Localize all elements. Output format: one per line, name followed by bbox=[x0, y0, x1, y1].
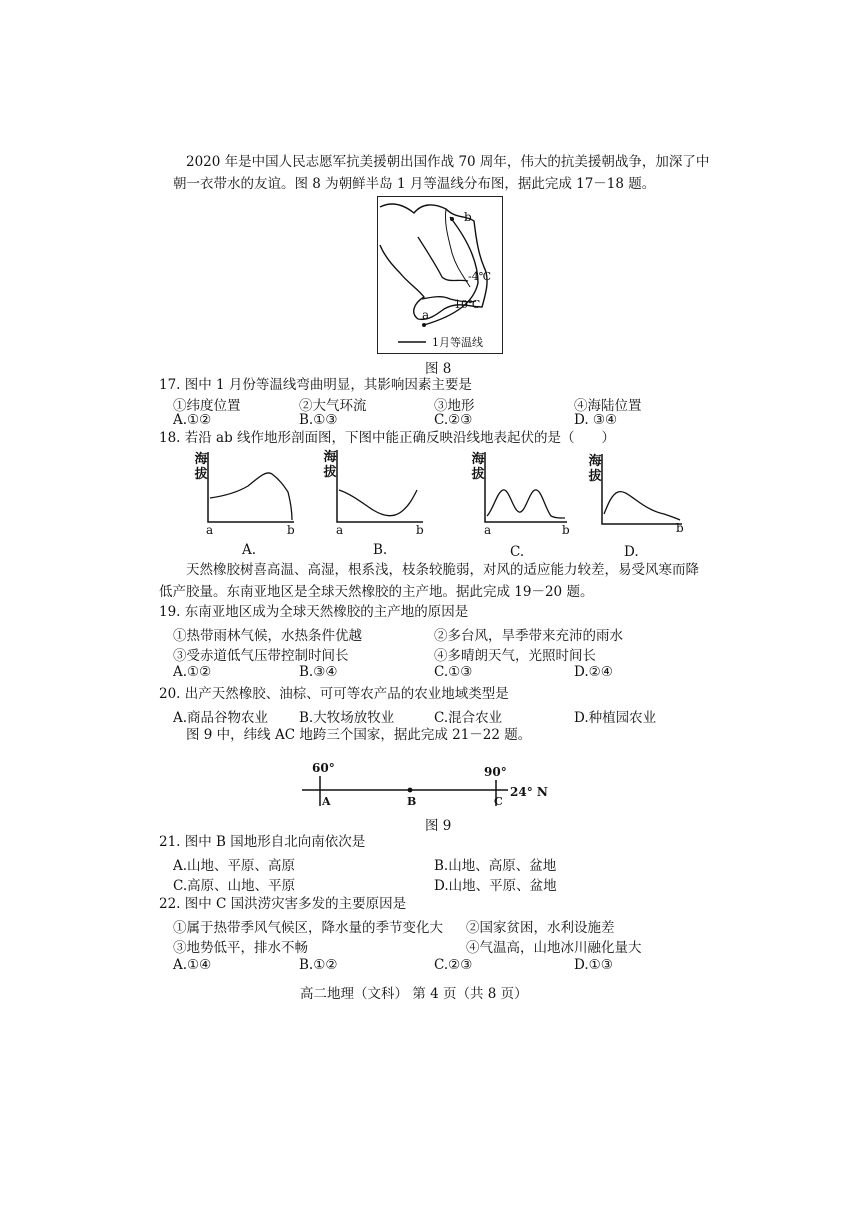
q17-stem: 17. 图中 1 月份等温线弯曲明显，其影响因素主要是 bbox=[159, 377, 472, 393]
q20-option-b[interactable]: B.大牧场放牧业 bbox=[299, 710, 395, 726]
rubber-line-2: 低产胶量。东南亚地区是全球天然橡胶的主产地。据此完成 19－20 题。 bbox=[159, 584, 594, 600]
label-iso-10: 10℃ bbox=[454, 298, 481, 311]
fig9-lon-90: 90° bbox=[484, 765, 507, 779]
intro-line-1: 2020 年是中国人民志愿军抗美援朝出国作战 70 周年，伟大的抗美援朝战争，加深了中 bbox=[186, 154, 710, 170]
q18-stem: 18. 若沿 ab 线作地形剖面图，下图中能正确反映沿线地表起伏的是（ ） bbox=[159, 430, 616, 446]
q19-item-4: ④多晴朗天气，光照时间长 bbox=[434, 648, 596, 664]
fig9-label-a: A bbox=[322, 795, 331, 808]
q21-option-b[interactable]: B.山地、高原、盆地 bbox=[434, 858, 557, 874]
q17-option-b[interactable]: B.①③ bbox=[299, 412, 338, 428]
point-b bbox=[450, 217, 454, 221]
fig9-latitude-diagram bbox=[300, 772, 510, 812]
q21-stem: 21. 图中 B 国地形自北向南依次是 bbox=[159, 834, 366, 850]
label-iso-minus4: -4℃ bbox=[468, 270, 492, 283]
profile-d-label-b: b bbox=[676, 521, 684, 535]
q18-option-a[interactable]: A. bbox=[242, 542, 257, 558]
q19-option-c[interactable]: C.①③ bbox=[434, 664, 473, 680]
figure-8-map bbox=[377, 196, 503, 354]
q17-option-c[interactable]: C.②③ bbox=[434, 412, 473, 428]
q17-option-a[interactable]: A.①② bbox=[173, 412, 212, 428]
profile-d-ylabel: 海拔 bbox=[588, 454, 602, 484]
fig9-lon-60: 60° bbox=[312, 761, 335, 775]
point-b-marker bbox=[408, 788, 413, 793]
intro-line-2: 朝一衣带水的友谊。图 8 为朝鲜半岛 1 月等温线分布图，据此完成 17－18 题。 bbox=[173, 176, 656, 192]
q19-item-3: ③受赤道低气压带控制时间长 bbox=[173, 648, 349, 664]
q19-option-a[interactable]: A.①② bbox=[173, 664, 212, 680]
q22-option-c[interactable]: C.②③ bbox=[434, 957, 473, 973]
profile-a-label-b: b bbox=[287, 523, 295, 537]
q20-option-c[interactable]: C.混合农业 bbox=[434, 710, 503, 726]
q22-item-4: ④气温高，山地冰川融化量大 bbox=[466, 940, 642, 956]
legend-label: 1月等温线 bbox=[432, 336, 483, 349]
page-footer: 高二地理（文科） 第 4 页（共 8 页） bbox=[300, 986, 528, 1002]
profile-c-ylabel: 海拔 bbox=[471, 452, 485, 482]
profile-a-ylabel: 海拔 bbox=[194, 452, 208, 482]
q17-item-3: ③地形 bbox=[434, 398, 475, 414]
q17-option-d[interactable]: D. ③④ bbox=[574, 412, 618, 428]
q20-option-d[interactable]: D.种植园农业 bbox=[574, 710, 657, 726]
q18-option-b[interactable]: B. bbox=[373, 542, 388, 558]
label-b: b bbox=[464, 210, 472, 224]
fig9-intro: 图 9 中，纬线 AC 地跨三个国家，据此完成 21－22 题。 bbox=[186, 727, 532, 743]
profile-d-curve bbox=[604, 492, 680, 520]
rubber-line-1: 天然橡胶树喜高温、高湿，根系浅，枝条较脆弱，对风的适应能力较差，易受风寒而降 bbox=[186, 562, 699, 578]
q21-option-c[interactable]: C.高原、山地、平原 bbox=[173, 878, 296, 894]
q22-option-b[interactable]: B.①② bbox=[299, 957, 338, 973]
profile-d-chart bbox=[602, 454, 692, 529]
q19-item-2: ②多台风，旱季带来充沛的雨水 bbox=[434, 628, 623, 644]
figure-9-caption: 图 9 bbox=[425, 818, 452, 834]
q17-item-4: ④海陆位置 bbox=[574, 398, 642, 414]
q17-item-1: ①纬度位置 bbox=[173, 398, 241, 414]
profile-c-label-a: a bbox=[484, 523, 492, 537]
q19-stem: 19. 东南亚地区成为全球天然橡胶的主产地的原因是 bbox=[159, 604, 469, 620]
fig9-label-lat: 24° N bbox=[510, 785, 548, 799]
profile-c-curve bbox=[487, 490, 565, 518]
profile-a-label-a: a bbox=[206, 523, 214, 537]
figure-8-caption: 图 8 bbox=[425, 361, 452, 377]
q22-option-d[interactable]: D.①③ bbox=[574, 957, 613, 973]
q22-item-1: ①属于热带季风气候区，降水量的季节变化大 bbox=[173, 920, 443, 936]
profile-a-chart bbox=[208, 452, 298, 527]
q21-option-a[interactable]: A.山地、平原、高原 bbox=[173, 858, 296, 874]
profile-b-ylabel: 海拔 bbox=[323, 450, 337, 480]
q19-option-d[interactable]: D.②④ bbox=[574, 664, 613, 680]
profile-c-label-b: b bbox=[562, 523, 570, 537]
fig9-label-c: C bbox=[494, 795, 503, 808]
q22-option-a[interactable]: A.①④ bbox=[173, 957, 212, 973]
profile-b-label-b: b bbox=[416, 523, 424, 537]
q21-option-d[interactable]: D.山地、平原、盆地 bbox=[434, 878, 557, 894]
profile-b-chart bbox=[337, 450, 427, 525]
q22-stem: 22. 图中 C 国洪涝灾害多发的主要原因是 bbox=[159, 896, 407, 912]
profile-b-label-a: a bbox=[336, 523, 344, 537]
q22-item-3: ③地势低平，排水不畅 bbox=[173, 940, 308, 956]
q20-option-a[interactable]: A.商品谷物农业 bbox=[173, 710, 269, 726]
label-a: a bbox=[422, 308, 430, 322]
profile-b-curve bbox=[339, 490, 417, 516]
point-a bbox=[422, 323, 426, 327]
profile-c-chart bbox=[485, 452, 575, 527]
isotherm-minus4 bbox=[418, 237, 468, 281]
q19-item-1: ①热带雨林气候，水热条件优越 bbox=[173, 628, 362, 644]
fig9-label-b: B bbox=[407, 795, 417, 808]
q19-option-b[interactable]: B.③④ bbox=[299, 664, 338, 680]
q20-stem: 20. 出产天然橡胶、油棕、可可等农产品的农业地域类型是 bbox=[159, 686, 509, 702]
profile-a-curve bbox=[210, 473, 292, 520]
q17-item-2: ②大气环流 bbox=[299, 398, 367, 414]
q18-option-c[interactable]: C. bbox=[510, 544, 525, 560]
q22-item-2: ②国家贫困，水利设施差 bbox=[466, 920, 615, 936]
q18-option-d[interactable]: D. bbox=[624, 544, 639, 560]
